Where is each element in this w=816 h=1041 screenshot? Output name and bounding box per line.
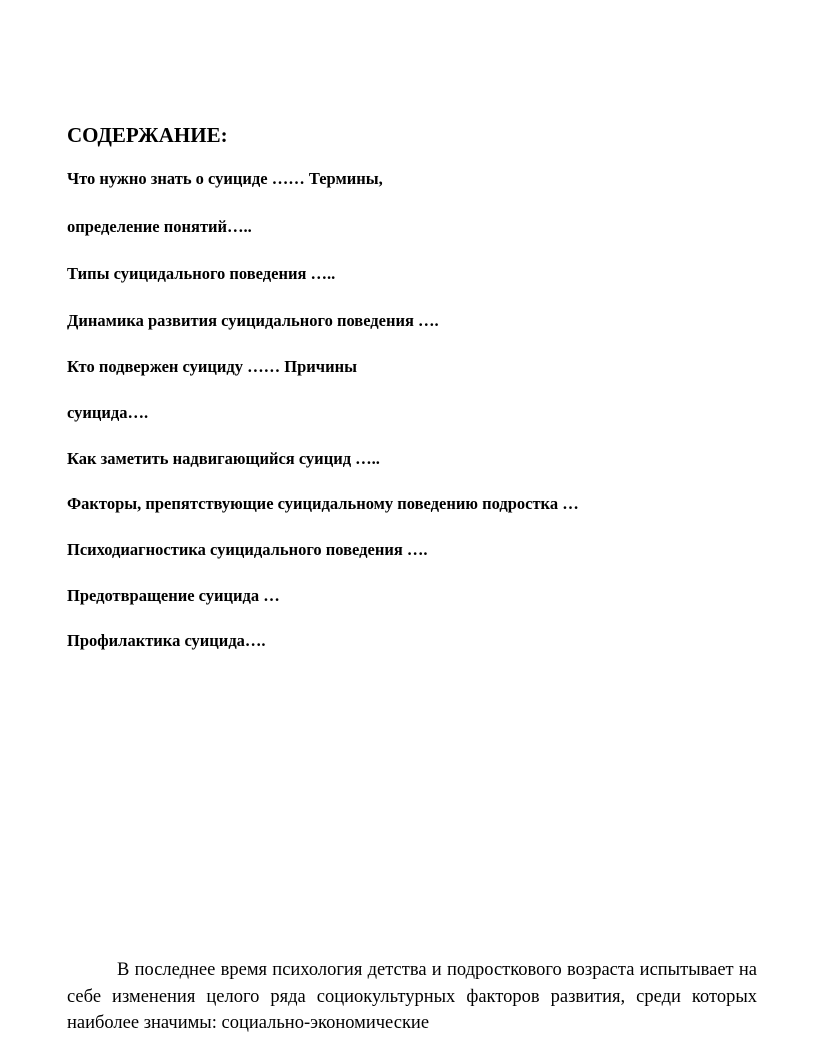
body-paragraph-text: В последнее время психология детства и подросткового возраста испытывает на себе изменения целого ряда социокультурных факторов развития, среди которых наиболее значимы: социально-экономические bbox=[67, 960, 757, 1033]
toc-line: Что нужно знать о суициде …… Термины, bbox=[67, 169, 383, 188]
toc-line: Типы суицидального поведения ….. bbox=[67, 264, 336, 283]
toc-line: Кто подвержен суициду …… Причины bbox=[67, 357, 357, 376]
toc-title: СОДЕРЖАНИЕ: bbox=[67, 123, 228, 147]
toc-line: суицида…. bbox=[67, 403, 149, 422]
toc-line: Факторы, препятствующие суицидальному поведению подростка … bbox=[67, 494, 579, 513]
toc-line: Как заметить надвигающийся суицид ….. bbox=[67, 449, 380, 468]
toc-line: Психодиагностика суицидального поведения …. bbox=[67, 540, 428, 559]
toc-line: Динамика развития суицидального поведения …. bbox=[67, 311, 439, 330]
body-paragraph bbox=[67, 957, 757, 1037]
toc-line: Профилактика суицида…. bbox=[67, 631, 266, 650]
toc-line: определение понятий….. bbox=[67, 217, 252, 236]
toc-line: Предотвращение суицида … bbox=[67, 586, 280, 605]
